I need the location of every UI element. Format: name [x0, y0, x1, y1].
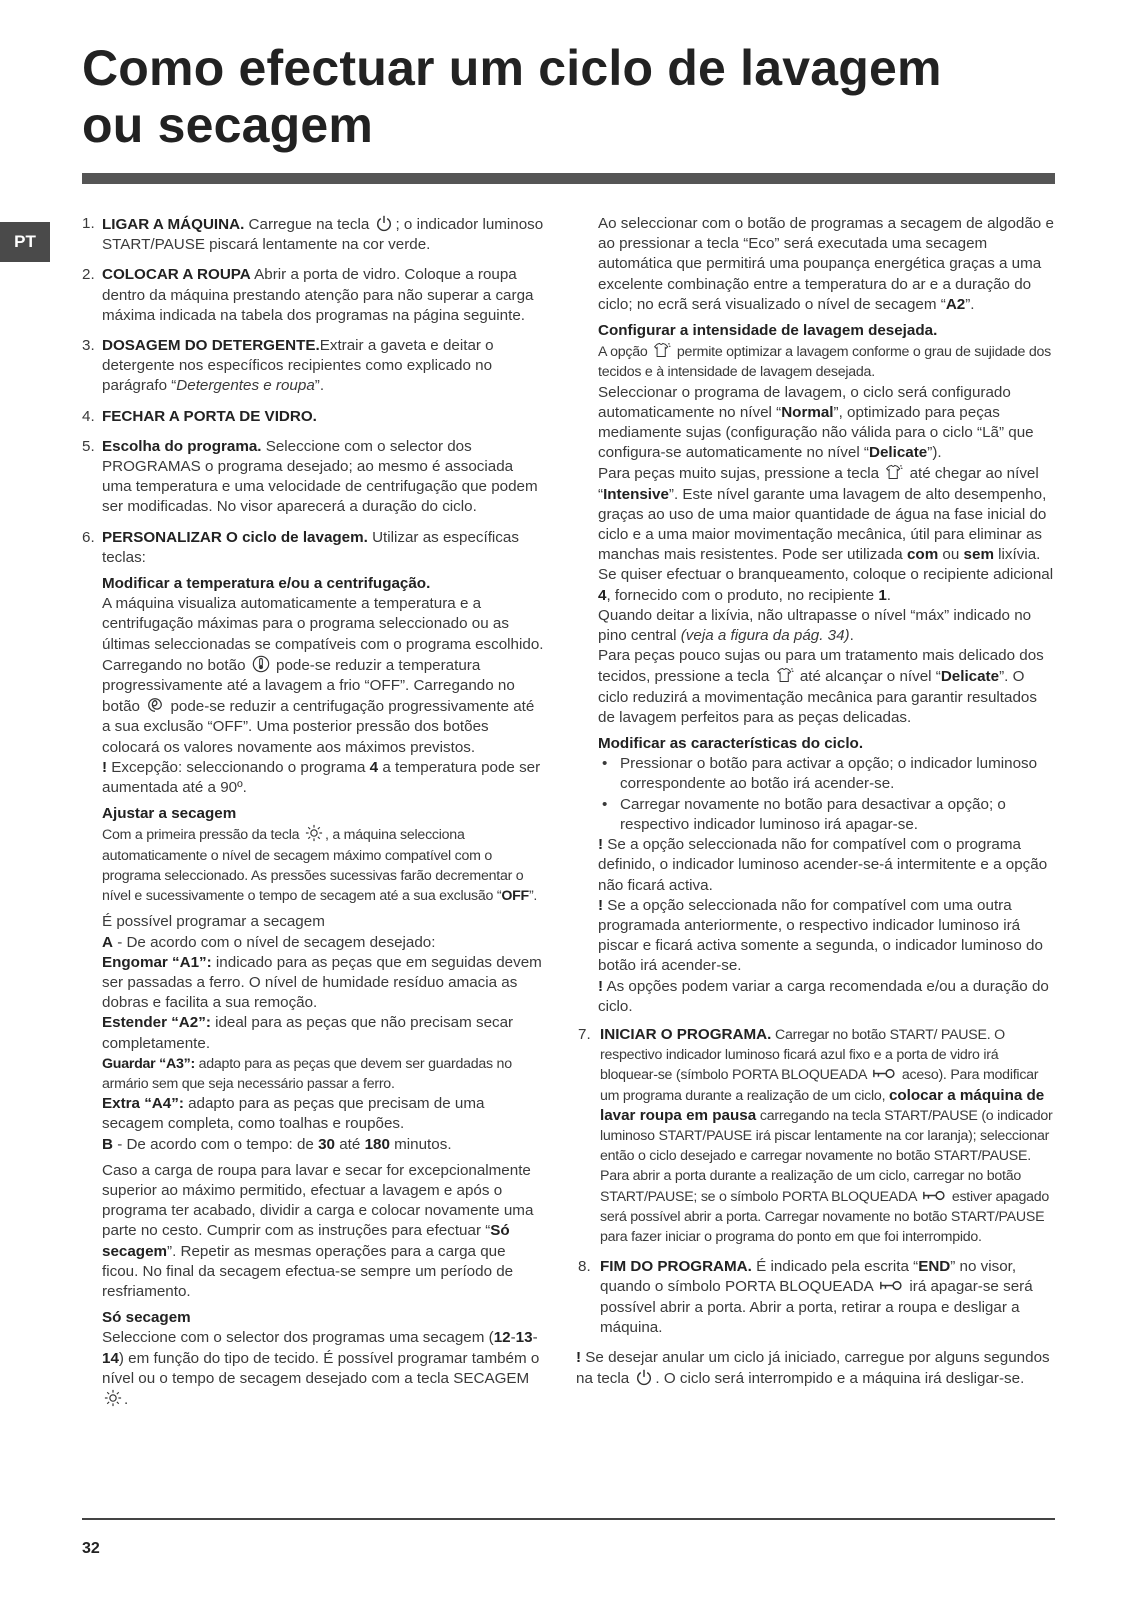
- power-icon: [375, 214, 393, 232]
- eco-paragraph: Ao seleccionar com o botão de programas a secagem de algodão e ao pressionar a tecla “Eco” será executada uma secagem automática que permitirá uma poupança energética graças a uma excelente combinação entre a temperatura do ar e a duração do ciclo; no ecrã será visualizado o nível de secagem “A2”.: [598, 215, 1054, 313]
- load-paragraph: Caso a carga de roupa para lavar e secar for excepcionalmente superior ao máximo permitido, efectuar a lavagem e após o programa ter acabado, dividir a carga e colocar novamente uma parte no cesto. Cumprir com as instruções para efectuar “Só secagem”. Repetir as mesmas operações para a carga que ficou. No final da secagem efectua-se sempre um período de resfriamento.: [102, 1161, 534, 1300]
- dry-program-intro: É possível programar a secagem: [102, 913, 325, 931]
- warning-2: ! Se a opção seleccionada não for compatível com uma outra programada anteriormente, o respectivo indicador luminoso irá piscar e ficará activa somente a segunda, o indicador luminoso do botão irá acender-se.: [598, 896, 1043, 975]
- step-6: 6. PERSONALIZAR O ciclo de lavagem. Utilizar as específicas teclas: Modificar a temperatura e/ou a centrifugação. A máquina visualiza automaticamente a temperatura e a centrifugação máximas para o programa seleccionado ou as últimas seleccionadas se compatíveis com o programa escolhido. Carregando no botão pode-se reduzir a temperatura progressivamente até a lavagem a frio “OFF”. Carregando no botão pode-se reduzir a centrifugação progressivamente até a sua exclusão “OFF”. Uma posterior pressão dos botões colocará os valores novamente aos máximos previstos. ! Excepção: seleccionando o programa 4 a temperatura pode ser aumentada até a 90º. Ajustar a secagem Com a primeira pressão da tecla , a máquina selecciona automaticamente o nível de secagem máximo compatível com o programa seleccionado. As pressões sucessivas farão decrementar o nível e sucessivamente o tempo de secagem até a sua exclusão “OFF”. É possível programar a secagem A - De acordo com o nível de secagem desejado: Engomar “A1”: indicado para as peças que em seguidas devem ser passadas a ferro. O nível de humidade resíduo amacia as dobras e facilita a sua remoção. Estender “A2”: ideal para as peças que não precisam secar completamente. Guardar “A3”: adapto para as peças que devem ser guardadas no armário sem que seja necessário passar a ferro. Extra “A4”: adapto para as peças que precisam de uma secagem completa, como toalhas e roupões. B - De acordo com o tempo: de 30 até 180 minutos. Caso a carga de roupa para lavar e secar for excepcionalmente superior ao máximo permitido, efectuar a lavagem e após o programa ter acabado, dividir a carga e colocar novamente uma parte no cesto. Cumprir com as instruções para efectuar “Só secagem”. Repetir as mesmas operações para a carga que ficou. No final da secagem efectua-se sempre um período de resfriamento. Só secagem Seleccione com o selector dos programas uma secagem (12-13-14) em função do tipo de tecido. É possível programar também o nível ou o tempo de secagem desejado com a tecla SECAGEM .: [82, 528, 544, 1411]
- door-lock-icon: [922, 1189, 946, 1202]
- modify-heading: Modificar as características do ciclo.: [598, 735, 864, 753]
- footer-rule: [82, 1518, 1055, 1520]
- left-column: [82, 214, 544, 1420]
- bleach-max-note: Quando deitar a lixívia, não ultrapasse o nível “máx” indicado no pino central (veja a figura da pág. 34).: [598, 606, 1032, 645]
- door-lock-icon: [879, 1279, 903, 1292]
- warning-3: ! As opções podem variar a carga recomendada e/ou a duração do ciclo.: [598, 977, 1049, 1015]
- intensity-icon: [776, 666, 794, 684]
- cancel-cycle-note: ! Se desejar anular um ciclo já iniciado, carregue por alguns segundos na tecla . O ciclo será interrompido e a máquina irá desligar-se.: [576, 1348, 1050, 1388]
- dry-level-a1: Engomar “A1”: indicado para as peças que em seguidas devem ser passadas a ferro. O nível de humidade resíduo amacia as dobras e facilita a sua remoção.: [102, 953, 542, 1012]
- step-7: 7. INICIAR O PROGRAMA. Carregar no botão START/ PAUSE. O respectivo indicador luminoso ficará azul fixo e a porta de vidro irá bloquear-se (símbolo PORTA BLOQUEADA aceso). Para modificar um programa durante a realização de um ciclo, colocar a máquina de lavar roupa em pausa carregando na tecla START/PAUSE (o indicador luminoso START/PAUSE irá piscar lentamente na cor laranja); seleccionar então o ciclo desejado e carregar novamente no botão START/PAUSE. Para abrir a porta durante a realização de um ciclo, carregar no botão START/PAUSE; se o símbolo PORTA BLOQUEADA estiver apagado será possível abrir a porta. Carregar novamente no botão START/PAUSE para fazer iniciar o programa do ponto em que foi interrompido.: [578, 1025, 1053, 1245]
- door-lock-icon: [872, 1067, 896, 1080]
- modify-bullet-2: • Carregar novamente no botão para desactivar a opção; o respectivo indicador luminoso irá apagar-se.: [602, 795, 1006, 833]
- intensity-intro: A opção permite optimizar a lavagem conforme o grau de sujidade dos tecidos e à intensidade de lavagem desejada.: [598, 341, 1056, 382]
- power-icon: [635, 1368, 653, 1386]
- dry-level-a3: Guardar “A3”: adapto para as peças que devem ser guardadas no armário sem que seja necessário passar a ferro.: [102, 1055, 512, 1092]
- page-number: 32: [82, 1540, 100, 1557]
- modify-bullet-1: • Pressionar o botão para activar a opção; o indicador luminoso correspondente ao botão irá acender-se.: [602, 755, 1038, 793]
- step-4: 4. FECHAR A PORTA DE VIDRO.: [82, 407, 317, 425]
- temp-paragraph: A máquina visualiza automaticamente a temperatura e a centrifugação máximas para o programa seleccionado ou as últimas seleccionadas se compatíveis com o programa escolhido. Carregando no botão pode-se reduzir a temperatura progressivamente até a lavagem a frio “OFF”. Carregando no botão pode-se reduzir a centrifugação progressivamente até a sua exclusão “OFF”. Uma posterior pressão dos botões colocará os valores novamente aos máximos previstos.: [102, 595, 544, 756]
- temp-heading: Modificar a temperatura e/ou a centrifugação.: [102, 575, 431, 593]
- drying-icon: [104, 1389, 122, 1407]
- intensity-delicate: Para peças pouco sujas ou para um tratamento mais delicado dos tecidos, pressione a tecla até alcançar o nível “Delicate”. O ciclo reduzirá a movimentação mecânica para garantir resultados de lavagem perfeitos para as peças delicadas.: [598, 647, 1044, 726]
- dry-level-a4: Extra “A4”: adapto para as peças que precisam de uma secagem completa, como toalhas e roupões.: [102, 1095, 485, 1133]
- dry-only-heading: Só secagem: [102, 1309, 191, 1327]
- dry-paragraph: Com a primeira pressão da tecla , a máquina selecciona automaticamente o nível de secagem máximo compatível com o programa seleccionado. As pressões sucessivas farão decrementar o nível e sucessivamente o tempo de secagem até a sua exclusão “OFF”.: [102, 824, 544, 906]
- bleach-note: Se quiser efectuar o branqueamento, coloque o recipiente adicional 4, fornecido com o produto, no recipiente 1.: [598, 566, 1054, 604]
- dry-level-a2: Estender “A2”: ideal para as peças que não precisam secar completamente.: [102, 1014, 514, 1052]
- spin-icon: [146, 696, 164, 714]
- dry-only-paragraph: Seleccione com o selector dos programas uma secagem (12-13-14) em função do tipo de tecido. É possível programar também o nível ou o tempo de secagem desejado com a tecla SECAGEM .: [102, 1329, 540, 1408]
- warning-1: ! Se a opção seleccionada não for compatível com o programa definido, o indicador luminoso acender-se-á intermitente e a opção não ficará activa.: [598, 836, 1048, 894]
- intensity-icon: [885, 463, 903, 481]
- step-1: 1. LIGAR A MÁQUINA. Carregue na tecla ; o indicador luminoso START/PAUSE piscará lentamente na cor verde.: [82, 215, 544, 254]
- step-8: 8. FIM DO PROGRAMA. É indicado pela escrita “END” no visor, quando o símbolo PORTA BLOQUEADA irá apagar-se será possível abrir a porta. Abrir a porta, retirar a roupa e desligar a máquina.: [578, 1258, 1033, 1336]
- dry-option-b: B - De acordo com o tempo: de 30 até 180 minutos.: [102, 1135, 452, 1153]
- title-underline: [82, 173, 1055, 184]
- intensity-intensive: Para peças muito sujas, pressione a tecla até chegar ao nível “Intensive”. Este nível garante uma lavagem de alto desempenho, graças ao uso de uma maior quantidade de água na fase inicial do ciclo e a uma maior movimentação mecânica, útil para eliminar as manchas mais resistentes. Pode ser utilizada com ou sem lixívia.: [598, 465, 1047, 564]
- intensity-icon: [653, 341, 671, 359]
- page-title: Como efectuar um ciclo de lavagem ou secagem: [82, 40, 942, 153]
- exception-note: ! Excepção: seleccionando o programa 4 a temperatura pode ser aumentada até a 90º.: [102, 758, 541, 797]
- dry-heading: Ajustar a secagem: [102, 805, 237, 823]
- intensity-heading: Configurar a intensidade de lavagem desejada.: [598, 322, 938, 340]
- temperature-icon: [252, 655, 270, 673]
- intensity-normal: Seleccionar o programa de lavagem, o ciclo será configurado automaticamente no nível “Normal”, optimizado para peças mediamente sujas (configuração não válida para o ciclo “Lã” que configura-se automaticamente no nível “Delicate”).: [598, 383, 1034, 462]
- step-3: 3. DOSAGEM DO DETERGENTE.Extrair a gaveta e deitar o detergente nos específicos recipientes como explicado no parágrafo “Detergentes e roupa”.: [82, 337, 494, 395]
- step-5: 5. Escolha do programa. Seleccione com o selector dos PROGRAMAS o programa desejado; ao mesmo é associada uma temperatura e uma velocidade de centrifugação que podem ser modificadas. No visor aparecerá a duração do ciclo.: [82, 437, 538, 516]
- dry-option-a: A - De acordo com o nível de secagem desejado:: [102, 933, 436, 951]
- language-tab: PT: [0, 222, 50, 262]
- right-column: [576, 214, 1056, 1389]
- step-2: 2. COLOCAR A ROUPA Abrir a porta de vidro. Coloque a roupa dentro da máquina prestando atenção para não superar a carga máxima indicada na tabela dos programas na página seguinte.: [82, 266, 534, 324]
- drying-icon: [305, 824, 323, 842]
